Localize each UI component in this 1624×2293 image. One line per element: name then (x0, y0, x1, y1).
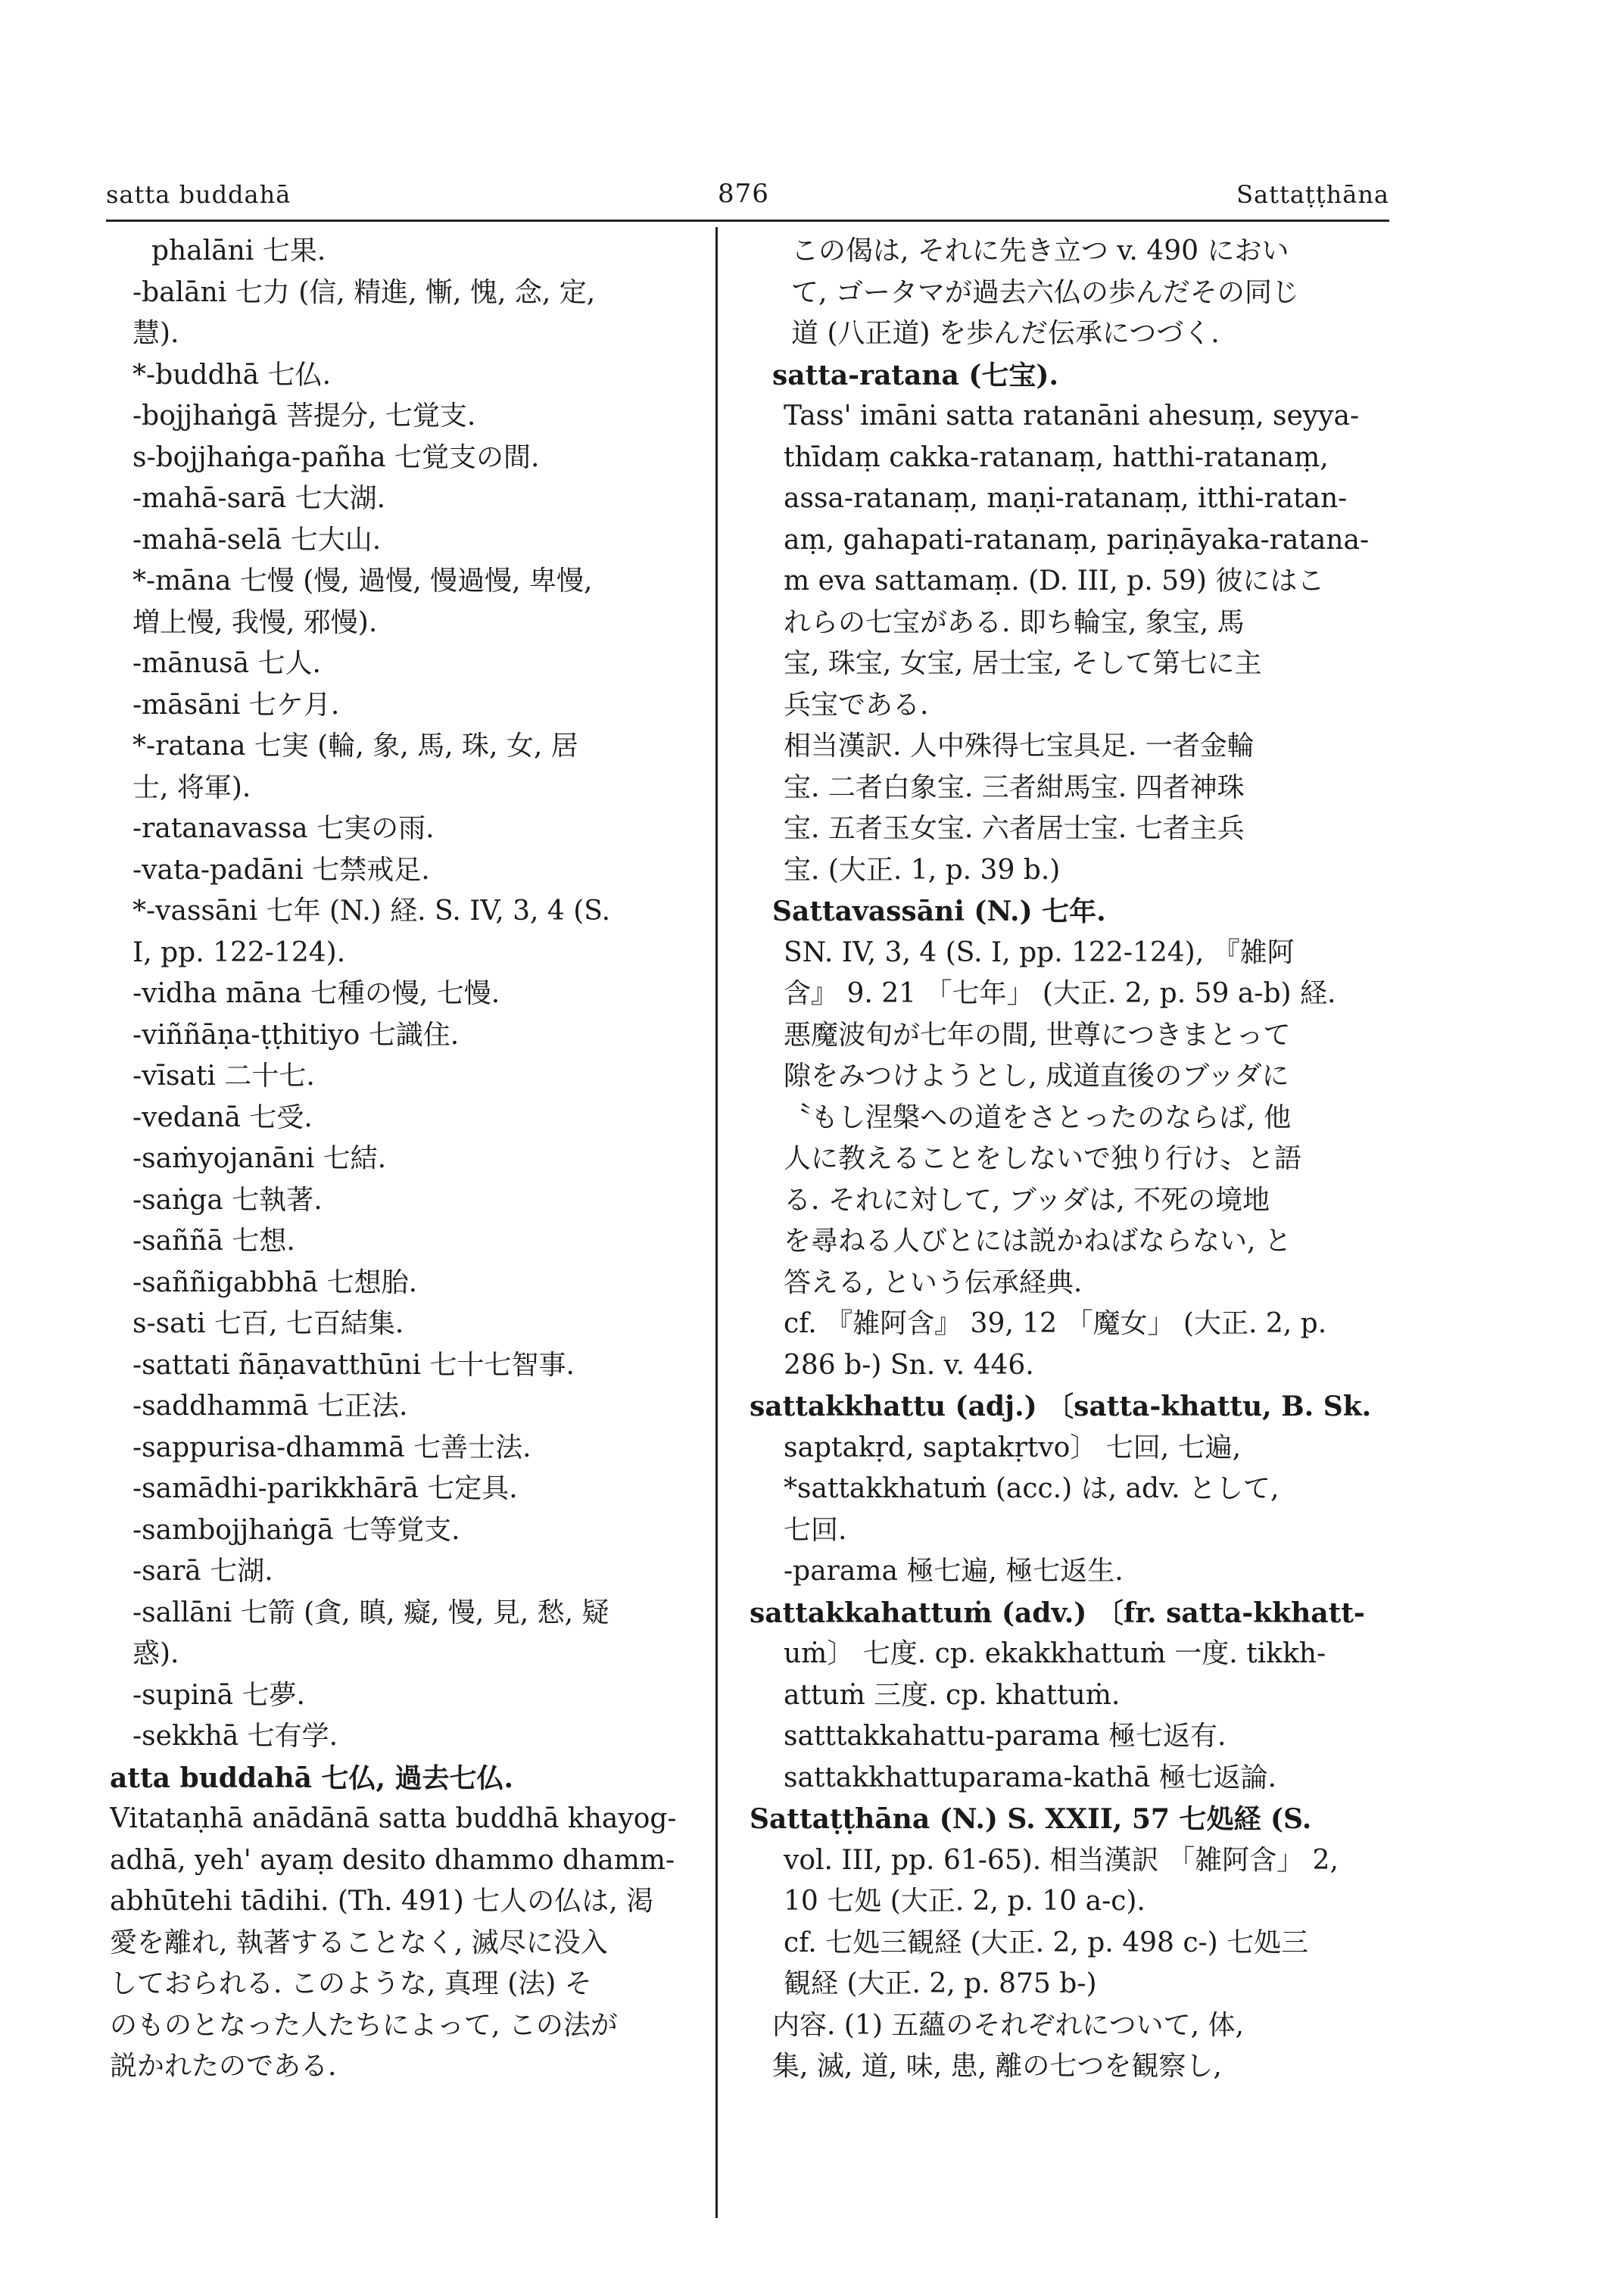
entry-text-line: m eva sattamaṃ. (D. III, p. 59) 彼にはこ (784, 565, 1325, 597)
running-head-right: Sattaṭṭhāna (1236, 180, 1389, 209)
entry-text-line: cf. 七処三観経 (大正. 2, p. 498 c-) 七処三 (784, 1927, 1309, 1958)
entry-text-line: 人に教えることをしないで独り行け〟と語 (784, 1143, 1302, 1174)
entry-headword-line: satta-ratana (七宝). (772, 359, 1059, 391)
right-column (750, 231, 1382, 2088)
entry-text-line: I, pp. 122-124). (132, 936, 346, 968)
entry-text-line: sattakkhattuparama-kathā 極七返論. (784, 1762, 1276, 1793)
entry-text-line: -vīsati 二十七. (132, 1061, 315, 1092)
entry-text-line: る. それに対して, ブッダは, 不死の境地 (784, 1184, 1270, 1216)
entry-text-line: -mānusā 七人. (132, 648, 321, 679)
entry-text-line: 慧). (132, 318, 179, 349)
entry-text-line: 七回. (784, 1514, 847, 1546)
entry-text-line: 愛を離れ, 執著することなく, 滅尽に没入 (110, 1927, 608, 1958)
entry-text-line: -saṅga 七執著. (132, 1184, 323, 1216)
entry-text-line: s-sati 七百, 七百結集. (132, 1308, 404, 1339)
entry-text-line: 相当漢訳. 人中殊得七宝具足. 一者金輪 (784, 731, 1255, 762)
left-column (110, 231, 708, 2088)
entry-text-line: 集, 滅, 道, 味, 患, 離の七つを観察し, (772, 2051, 1222, 2082)
entry-text-line: *-ratana 七実 (輪, 象, 馬, 珠, 女, 居 (132, 731, 578, 762)
entry-text-line: 含』 9. 21 「七年」 (大正. 2, p. 59 a-b) 経. (784, 978, 1336, 1009)
entry-text-line: saptakṛd, saptakṛtvo〕 七回, 七遍, (784, 1432, 1242, 1463)
entry-text-line: しておられる. このような, 真理 (法) そ (110, 1968, 592, 1999)
entry-text-line: を尋ねる人びとには説かねばならない, と (784, 1226, 1292, 1257)
entry-text-line: 兵宝である. (784, 689, 929, 721)
entry-text-line: 答える, という伝承経典. (784, 1266, 1083, 1298)
entry-text-line: -vidha māna 七種の慢, 七慢. (132, 978, 500, 1009)
entry-text-line: cf. 『雑阿含』 39, 12 「魔女」 (大正. 2, p. (784, 1308, 1327, 1339)
entry-text-line: -vata-padāni 七禁戒足. (132, 854, 430, 886)
entry-text-line: satttakkahattu-parama 極七返有. (784, 1721, 1227, 1752)
entry-text-line: 隙をみつけようとし, 成道直後のブッダに (784, 1061, 1289, 1092)
entry-text-line: 10 七処 (大正. 2, p. 10 a-c). (784, 1886, 1146, 1917)
entry-text-line: 内容. (1) 五蘊のそれぞれについて, 体, (772, 2009, 1244, 2041)
entry-headword-line: Sattaṭṭhāna (N.) S. XXII, 57 七処経 (S. (750, 1803, 1312, 1835)
entry-text-line: て, ゴータマが過去六仏の歩んだその同じ (791, 276, 1299, 308)
entry-text-line: -saṁyojanāni 七結. (132, 1143, 387, 1174)
running-head-left: satta buddahā (106, 180, 291, 209)
entry-text-line: れらの七宝がある. 即ち輪宝, 象宝, 馬 (784, 606, 1245, 638)
entry-text-line: -ratanavassa 七実の雨. (132, 813, 435, 844)
entry-text-line: 観経 (大正. 2, p. 875 b-) (784, 1968, 1097, 1999)
entry-text-line: 宝. 二者白象宝. 三者紺馬宝. 四者神珠 (784, 771, 1245, 803)
entry-text-line: のものとなった人たちによって, この法が (110, 2009, 618, 2041)
header-rule (106, 220, 1389, 222)
entry-text-line: abhūtehi tādihi. (Th. 491) 七人の仏は, 渇 (110, 1886, 654, 1917)
entry-text-line: assa-ratanaṃ, maṇi-ratanaṃ, itthi-ratan- (784, 483, 1348, 514)
entry-text-line: SN. IV, 3, 4 (S. I, pp. 122-124), 『雑阿 (784, 936, 1295, 968)
entry-text-line: -sattati ñāṇavatthūni 七十七智事. (132, 1349, 575, 1381)
entry-text-line: -saññā 七想. (132, 1226, 295, 1257)
entry-text-line: s-bojjhaṅga-pañha 七覚支の間. (132, 441, 540, 473)
entry-text-line: 〝もし涅槃への道をさとったのならば, 他 (784, 1101, 1292, 1133)
entry-text-line: attuṁ 三度. cp. khattuṁ. (784, 1679, 1121, 1711)
entry-text-line: -vedanā 七受. (132, 1101, 313, 1133)
page-number: 876 (718, 179, 769, 209)
entry-text-line: thīdaṃ cakka-ratanaṃ, hatthi-ratanaṃ, (784, 441, 1329, 473)
entry-text-line: 増上慢, 我慢, 邪慢). (132, 606, 378, 638)
entry-text-line: -māsāni 七ケ月. (132, 689, 340, 721)
entry-text-line: 悪魔波旬が七年の間, 世尊につきまとって (784, 1019, 1291, 1051)
entry-text-line: -sallāni 七箭 (貪, 瞋, 癡, 慢, 見, 愁, 疑 (132, 1597, 609, 1628)
entry-text-line: -balāni 七力 (信, 精進, 慚, 愧, 念, 定, (132, 276, 596, 308)
entry-text-line: -mahā-selā 七大山. (132, 524, 382, 556)
entry-text-line: -sambojjhaṅgā 七等覚支. (132, 1514, 460, 1546)
entry-headword-line: atta buddahā 七仏, 過去七仏. (110, 1762, 514, 1794)
entry-headword-line: sattakkhattu (adj.) 〔satta-khattu, B. Sk. (750, 1391, 1372, 1422)
entry-text-line: -sarā 七湖. (132, 1556, 273, 1587)
entry-text-line: -sappurisa-dhammā 七善士法. (132, 1432, 531, 1463)
entry-text-line: 説かれたのである. (110, 2051, 337, 2082)
entry-text-line: 宝, 珠宝, 女宝, 居士宝, そして第七に主 (784, 648, 1262, 679)
entry-headword-line: Sattavassāni (N.) 七年. (772, 896, 1106, 927)
entry-headword-line: sattakkahattuṁ (adv.) 〔fr. satta-kkhatt- (750, 1597, 1365, 1629)
entry-text-line: -viññāṇa-ṭṭhitiyo 七識住. (132, 1019, 460, 1051)
entry-text-line: -sekkhā 七有学. (132, 1721, 338, 1752)
entry-text-line: -bojjhaṅgā 菩提分, 七覚支. (132, 400, 476, 431)
entry-text-line: 士, 将軍). (132, 771, 251, 803)
entry-text-line: -mahā-sarā 七大湖. (132, 483, 386, 514)
entry-text-line: *sattakkhatuṁ (acc.) は, adv. として, (784, 1473, 1280, 1504)
entry-text-line: *-vassāni 七年 (N.) 経. S. IV, 3, 4 (S. (132, 896, 611, 927)
entry-text-line: adhā, yeh' ayaṃ desito dhammo dhamm- (110, 1844, 675, 1876)
entry-text-line: 宝. (大正. 1, p. 39 b.) (784, 854, 1061, 886)
entry-text-line: *-māna 七慢 (慢, 過慢, 慢過慢, 卑慢, (132, 565, 593, 597)
entry-text-line: uṁ〕 七度. cp. ekakkhattuṁ 一度. tikkh- (784, 1638, 1326, 1669)
column-divider (715, 227, 718, 2218)
entry-text-line: -supinā 七夢. (132, 1679, 305, 1711)
entry-text-line: Tass' imāni satta ratanāni ahesuṃ, seyya- (784, 400, 1360, 431)
entry-text-line: 286 b-) Sn. v. 446. (784, 1349, 1034, 1381)
entry-text-line: *-buddhā 七仏. (132, 359, 332, 391)
entry-text-line: -samādhi-parikkhārā 七定具. (132, 1473, 518, 1504)
entry-text-line: 惑). (132, 1638, 179, 1669)
entry-text-line: 宝. 五者玉女宝. 六者居士宝. 七者主兵 (784, 813, 1245, 844)
entry-text-line: -saññigabbhā 七想胎. (132, 1266, 418, 1298)
entry-text-line: Vitataṇhā anādānā satta buddhā khayog- (110, 1803, 677, 1834)
entry-text-line: -parama 極七遍, 極七返生. (784, 1556, 1124, 1587)
entry-text-line: -saddhammā 七正法. (132, 1391, 408, 1422)
entry-text-line: phalāni 七果. (151, 235, 326, 266)
entry-text-line: この偈は, それに先き立つ v. 490 におい (791, 235, 1289, 266)
entry-text-line: aṃ, gahapati-ratanaṃ, pariṇāyaka-ratana- (784, 524, 1370, 556)
entry-text-line: 道 (八正道) を歩んだ伝承につづく. (791, 318, 1220, 349)
entry-text-line: vol. III, pp. 61-65). 相当漢訳 「雑阿含」 2, (784, 1844, 1339, 1876)
